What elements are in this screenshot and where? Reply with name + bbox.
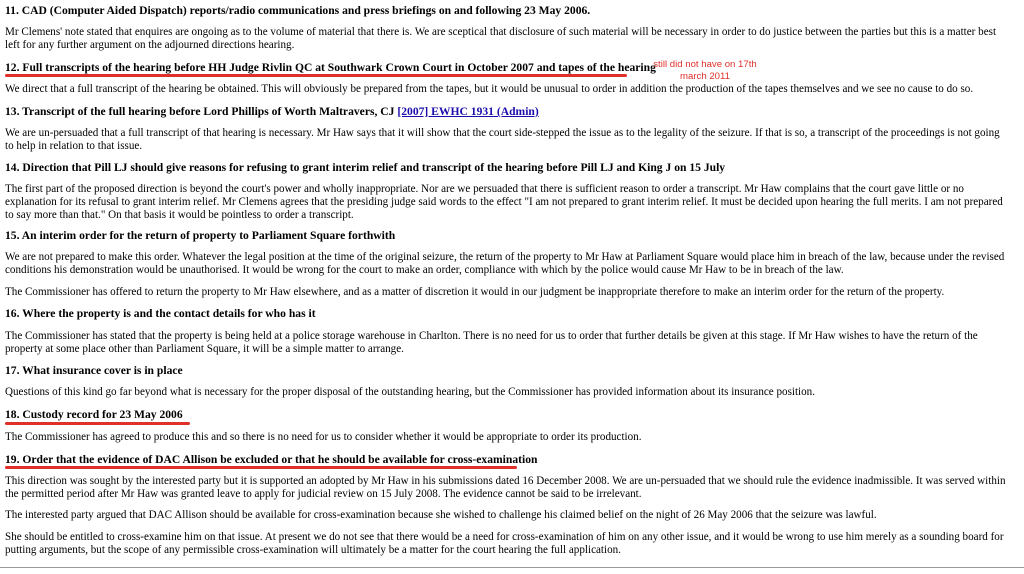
heading-11: 11. CAD (Computer Aided Dispatch) reports/radio communications and press briefings on and following 23 May 2006. bbox=[5, 4, 591, 17]
annotation-note-line-1: still did not have on 17th bbox=[653, 59, 757, 70]
heading-13 bbox=[5, 105, 539, 119]
paragraph-12-1: We direct that a full transcript of the hearing be obtained. This will obviously be prepared from the tapes, but it would be unusual to order in addition the production of the tapes themselves and we see no cause to do so. bbox=[5, 83, 974, 95]
heading-14: 14. Direction that Pill LJ should give reasons for refusing to grant interim relief and transcript of the hearing before Pill LJ and King J on 15 July bbox=[5, 161, 726, 174]
heading-12: 12. Full transcripts of the hearing before HH Judge Rivlin QC at Southwark Crown Court in October 2007 and tapes of the hearing bbox=[5, 61, 656, 74]
annotation-note-line-2: march 2011 bbox=[680, 70, 730, 82]
paragraph-17-1: Questions of this kind go far beyond what is necessary for the proper disposal of the outstanding hearing, but the Commissioner has provided information about its insurance position. bbox=[5, 386, 816, 398]
paragraph-19-1: This direction was sought by the interested party but it is supported an adopted by Mr Haw in his submissions dated 16 December 2008. We are un-persuaded that we should rule the evidence inadmissible. It was served within the permitted period after Mr Haw was granted leave to apply for judicial review on 15 July 2008. The evidence cannot be said to be irrelevant. bbox=[5, 475, 1006, 500]
bottom-divider bbox=[0, 567, 1024, 568]
heading-18: 18. Custody record for 23 May 2006 bbox=[5, 408, 183, 421]
annotation-note bbox=[640, 59, 770, 82]
paragraph-19-2: The interested party argued that DAC Allison should be available for cross-examination because she wished to challenge his claimed belief on the night of 26 May 2006 that the seizure was lawful. bbox=[5, 509, 877, 521]
annotation-underline-18 bbox=[5, 422, 190, 425]
paragraph-15-2: The Commissioner has offered to return the property to Mr Haw elsewhere, and as a matter of discretion it would in our judgment be inappropriate therefore to make an interim order for the return of the property. bbox=[5, 286, 945, 298]
heading-16: 16. Where the property is and the contact details for who has it bbox=[5, 307, 316, 320]
paragraph-19-3: She should be entitled to cross-examine him on that issue. At present we do not see that there would be a need for cross-examination of him on any other issue, and it would be wrong to use him merely as a sounding board for putting arguments, but the scope of any permissible cross-examination will ultimately be a matter for the court hearing the full application. bbox=[5, 531, 1004, 556]
paragraph-13-1: We are un-persuaded that a full transcript of that hearing is necessary. Mr Haw says that it will show that the court side-stepped the issue as to the legality of the seizure. If that is so, a transcript of the proceedings is not going to help in relation to that issue. bbox=[5, 127, 1000, 152]
heading-13-text: 13. Transcript of the full hearing before Lord Phillips of Worth Maltravers, CJ bbox=[5, 105, 395, 118]
annotation-underline-19 bbox=[5, 466, 517, 469]
paragraph-15-1: We are not prepared to make this order. Whatever the legal position at the time of the original seizure, the return of the property to Mr Haw at Parliament Square would place him in breach of the law, because under the revised conditions his demonstration would be unauthorised. It would be wrong for the court to make an order, compliance with which by the police would cause Mr Haw to be in breach of the law. bbox=[5, 251, 1005, 276]
paragraph-11-1: Mr Clemens' note stated that enquires are ongoing as to the volume of material that there is. We are sceptical that disclosure of such material will be necessary in order to do justice between the parties but this is a matter best left for any further argument on the adjourned directions hearing. bbox=[5, 26, 997, 51]
heading-17: 17. What insurance cover is in place bbox=[5, 364, 183, 377]
heading-15: 15. An interim order for the return of property to Parliament Square forthwith bbox=[5, 229, 396, 242]
heading-19: 19. Order that the evidence of DAC Allison be excluded or that he should be available for cross-examination bbox=[5, 453, 538, 466]
citation-link[interactable]: [2007] EWHC 1931 (Admin) bbox=[397, 105, 539, 118]
annotation-underline-12 bbox=[5, 74, 627, 77]
paragraph-18-1: The Commissioner has agreed to produce this and so there is no need for us to consider whether it would be appropriate to order its production. bbox=[5, 431, 642, 443]
paragraph-16-1: The Commissioner has stated that the property is being held at a police storage warehouse in Charlton. There is no need for us to order that further details be given at this stage. If Mr Haw wishes to have the return of the property at some place other than Parliament Square, it will be a simple matter to arrange. bbox=[5, 330, 978, 355]
paragraph-14-1: The first part of the proposed direction is beyond the court's power and wholly inappropriate. Nor are we persuaded that there is sufficient reason to order a transcript. Mr Haw complains that the court gave little or no explanation for its refusal to grant interim relief. Mr Clemens agrees that the presiding judge said words to the effect "I am not prepared to grant interim relief. It must be decided upon hearing the full merits. I am not prepared to say more than that." On that basis it would be pointless to order a transcript. bbox=[5, 183, 1003, 221]
